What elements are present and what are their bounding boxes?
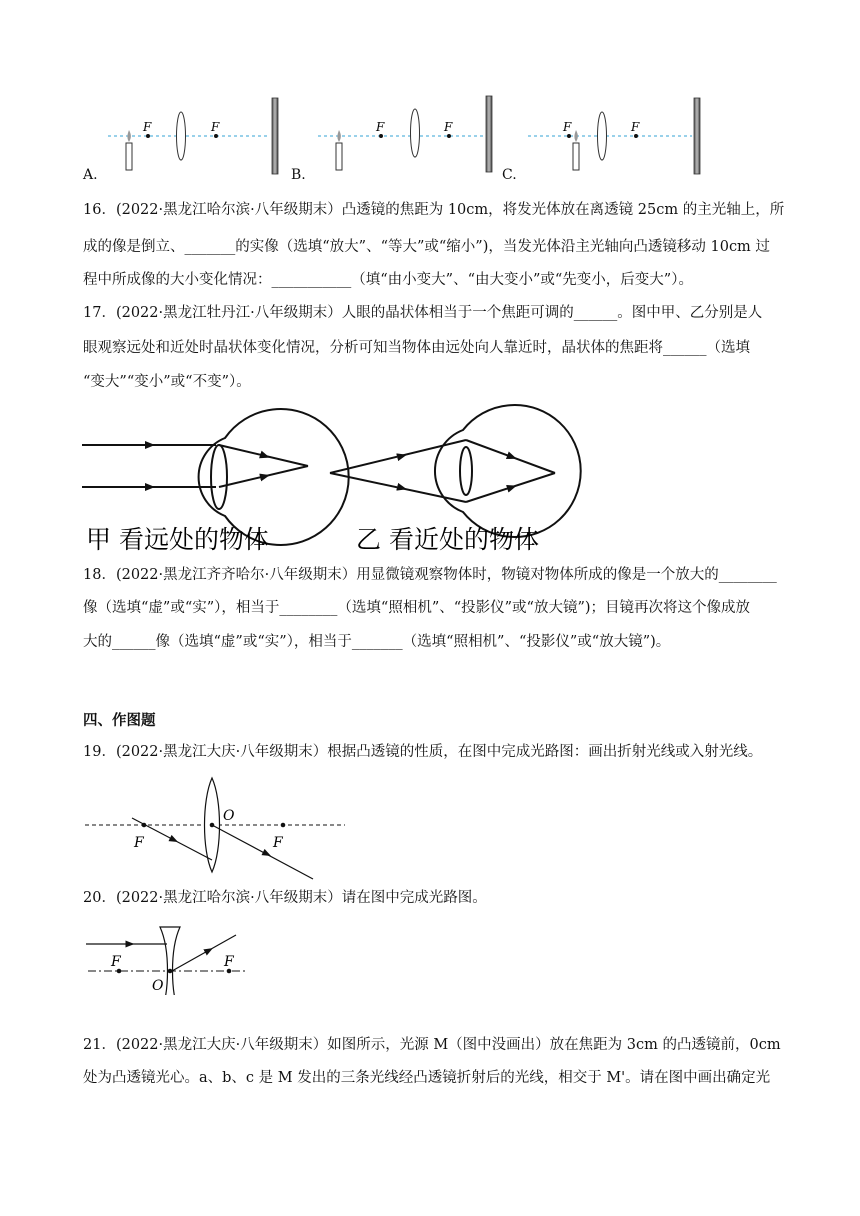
- q16-line-2: 成的像是倒立、_______的实像（选填“放大”、“等大”或“缩小”)，当发光体沿主光轴向凸透镜移动 10cm 过: [83, 239, 770, 255]
- option-a-diagram: [108, 98, 278, 174]
- option-b-diagram: [318, 96, 492, 172]
- focal-label-right: F: [224, 954, 234, 970]
- optical-center-label: O: [223, 808, 235, 824]
- option-b-label: B.: [291, 167, 306, 183]
- eye-near-caption: 乙 看近处的物体: [356, 525, 539, 554]
- convex-lens-ray-figure: [0, 770, 400, 880]
- focal-label: F: [211, 120, 220, 134]
- q18-line-2: 像（选填“虚”或“实”），相当于________（选填“照相机”、“投影仪”或“放大镜”)；目镜再次将这个像成放: [83, 600, 751, 616]
- q17-line-1: 17．(2022·黑龙江牡丹江·八年级期末）人眼的晶状体相当于一个焦距可调的______。图中甲、乙分别是人: [83, 305, 763, 321]
- convex-lens: [598, 112, 607, 160]
- q21-line-2: 处为凸透镜光心。a、b、c 是 M 发出的三条光线经凸透镜折射后的光线，相交于 M'。请在图中画出确定光: [83, 1070, 771, 1086]
- q18-line-3: 大的______像（选填“虚”或“实”），相当于_______（选填“照相机”、“投影仪”或“放大镜”)。: [83, 634, 671, 650]
- option-c-label: C.: [502, 167, 517, 183]
- candle-icon: [336, 143, 342, 170]
- screen: [694, 98, 700, 174]
- eye-far-caption: 甲 看远处的物体: [86, 525, 269, 554]
- focal-label: F: [143, 120, 152, 134]
- focal-label: F: [631, 120, 640, 134]
- q21-line-1: 21．(2022·黑龙江大庆·八年级期末）如图所示，光源 M（图中没画出）放在焦距为 3cm 的凸透镜前，0cm: [83, 1037, 781, 1053]
- q16-line-1: 16．(2022·黑龙江哈尔滨·八年级期末）凸透镜的焦距为 10cm，将发光体放在离透镜 25cm 的主光轴上，所: [83, 202, 785, 218]
- convex-lens: [411, 109, 420, 157]
- candle-lens-options-figure: [0, 0, 860, 185]
- q17-line-2: 眼观察远处和近处时晶状体变化情况，分析可知当物体由远处向人靠近时，晶状体的焦距将______（选填: [83, 340, 750, 356]
- screen: [486, 96, 492, 172]
- candle-icon: [126, 143, 132, 170]
- q17-line-3: “变大”“变小”或“不变”）。: [83, 374, 251, 390]
- option-c-diagram: [528, 98, 700, 174]
- concave-lens-ray-figure: [0, 915, 300, 995]
- q19-text: 19．(2022·黑龙江大庆·八年级期末）根据凸透镜的性质，在图中完成光路图：画出折射光线或入射光线。: [83, 744, 763, 760]
- q20-text: 20．(2022·黑龙江哈尔滨·八年级期末）请在图中完成光路图。: [83, 890, 487, 906]
- optical-center-label: O: [152, 978, 164, 994]
- q16-line-3: 程中所成像的大小变化情况：___________（填“由小变大”、“由大变小”或“先变小，后变大”）。: [83, 272, 693, 288]
- focal-label-left: F: [134, 835, 144, 851]
- screen: [272, 98, 278, 174]
- option-a-label: A.: [83, 167, 98, 183]
- focal-label-right: F: [273, 835, 283, 851]
- focal-label: F: [563, 120, 572, 134]
- focal-label: F: [376, 120, 385, 134]
- focal-label-left: F: [111, 954, 121, 970]
- section-heading: 四、作图题: [83, 712, 156, 729]
- eye-lens-figure: [0, 400, 860, 560]
- q18-line-1: 18．(2022·黑龙江齐齐哈尔·八年级期末）用显微镜观察物体时，物镜对物体所成的像是一个放大的________: [83, 567, 777, 583]
- convex-lens: [177, 112, 186, 160]
- candle-icon: [573, 143, 579, 170]
- focal-label: F: [444, 120, 453, 134]
- eye-near-diagram: [330, 405, 581, 537]
